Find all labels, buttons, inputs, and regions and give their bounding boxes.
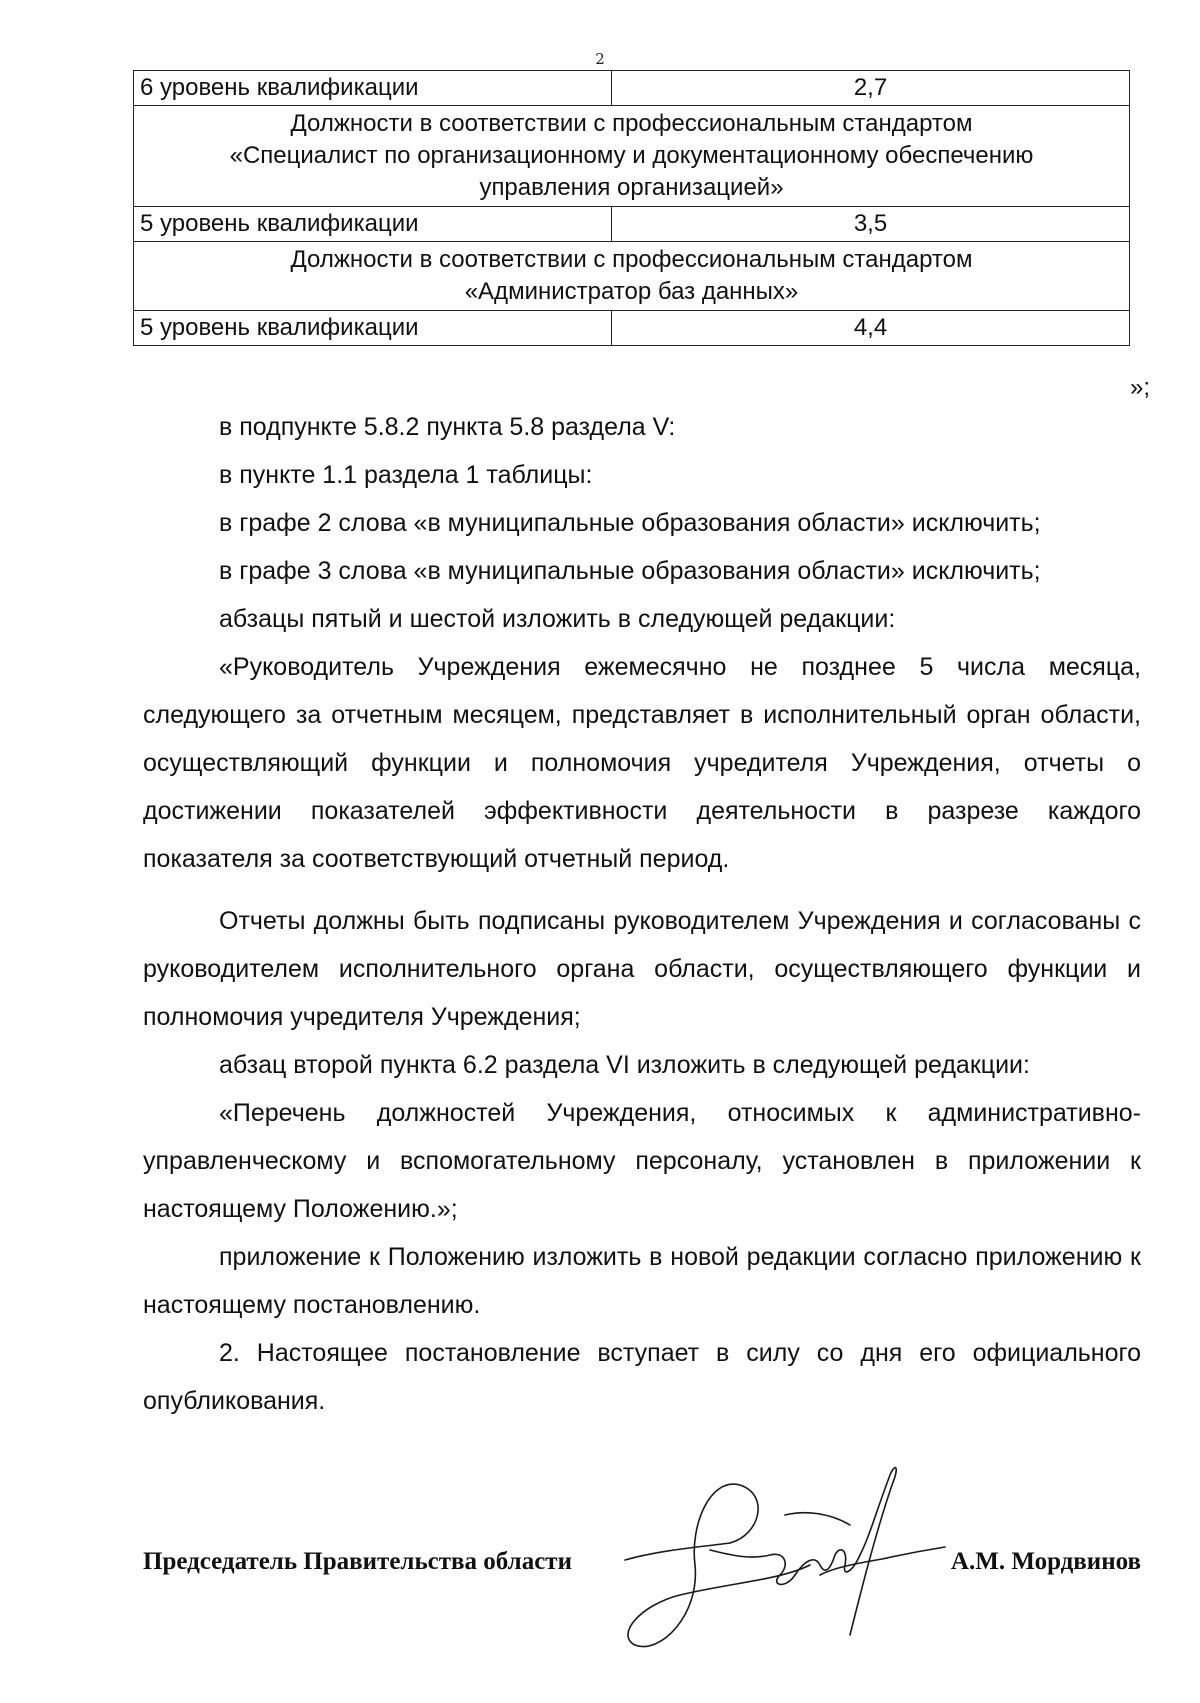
table-heading-line: Должности в соответствии с профессиональным стандартом	[290, 110, 973, 137]
paragraph: «Руководитель Учреждения ежемесячно не позднее 5 числа месяца, следующего за отчетным месяцем, представляет в исполнительный орган области, осуществляющий функции и полномочия учредителя Учреждения, отчеты о достижении показателей эффективности деятельности в разрезе каждого показателя за соответствующий отчетный период.	[143, 653, 1141, 873]
paragraph: «Перечень должностей Учреждения, относимых к административно-управленческому и вспомогательному персоналу, установлен в приложении к настоящему Положению.»;	[143, 1099, 1141, 1223]
signatory-name: А.М. Мордвинов	[950, 1548, 1141, 1575]
table-heading-line: «Специалист по организационному и документационному обеспечению	[229, 142, 1034, 169]
table-row	[134, 311, 1130, 346]
table-cell-label: 6 уровень квалификации	[134, 71, 612, 106]
quote-close-mark: »;	[1129, 374, 1150, 401]
document-body	[143, 403, 1141, 1425]
handwritten-signature	[620, 1455, 950, 1670]
table-heading-line: «Администратор баз данных»	[464, 278, 799, 305]
table-heading-cell	[134, 106, 1130, 207]
page-number: 2	[595, 50, 605, 68]
paragraph: абзац второй пункта 6.2 раздела VI изложить в следующей редакции:	[219, 1051, 1030, 1079]
table-heading-row	[134, 106, 1130, 207]
table-heading-cell	[134, 242, 1130, 311]
table-cell-value: 2,7	[612, 71, 1130, 106]
paragraph: приложение к Положению изложить в новой редакции согласно приложению к настоящему постановлению.	[143, 1243, 1141, 1319]
table-heading-line: Должности в соответствии с профессиональным стандартом	[290, 246, 973, 273]
signatory-position: Председатель Правительства области	[143, 1548, 572, 1575]
table-heading-line: управления организацией»	[479, 174, 784, 201]
table-row	[134, 71, 1130, 106]
table-cell-label: 5 уровень квалификации	[134, 207, 612, 242]
paragraph: Отчеты должны быть подписаны руководителем Учреждения и согласованы с руководителем исполнительного органа области, осуществляющего функции и полномочия учредителя Учреждения;	[143, 907, 1141, 1031]
table-row	[134, 207, 1130, 242]
table-cell-value: 4,4	[612, 311, 1130, 346]
paragraph: в пункте 1.1 раздела 1 таблицы:	[219, 461, 593, 489]
paragraph: абзацы пятый и шестой изложить в следующей редакции:	[219, 605, 896, 633]
paragraph: в подпункте 5.8.2 пункта 5.8 раздела V:	[219, 413, 676, 441]
table-heading-row	[134, 242, 1130, 311]
table-cell-label: 5 уровень квалификации	[134, 311, 612, 346]
paragraph: в графе 3 слова «в муниципальные образования области» исключить;	[219, 557, 1041, 585]
paragraph: 2. Настоящее постановление вступает в силу со дня его официального опубликования.	[143, 1339, 1141, 1415]
table-cell-value: 3,5	[612, 207, 1130, 242]
qualification-table	[133, 70, 1130, 346]
paragraph: в графе 2 слова «в муниципальные образования области» исключить;	[219, 509, 1041, 537]
